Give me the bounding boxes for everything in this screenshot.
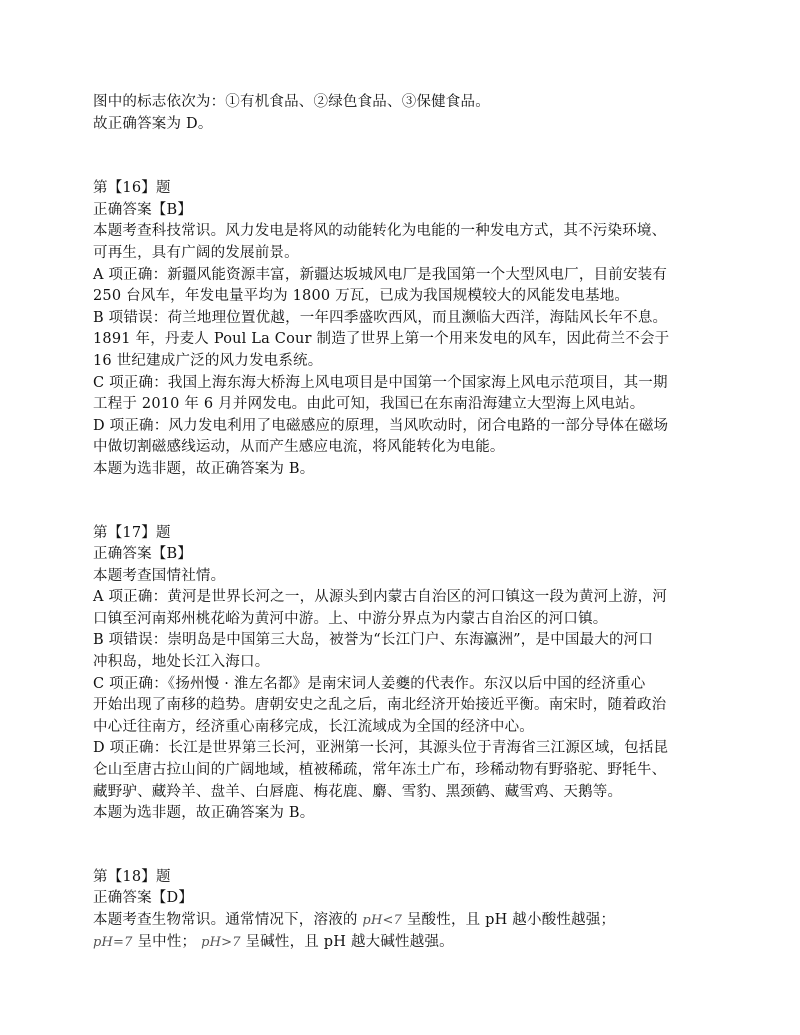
explanation-line: 本题考查科技常识。风力发电是将风的动能转化为电能的一种发电方式，其不污染环境、 (93, 223, 667, 240)
intro-line-2: 故正确答案为 D。 (93, 115, 213, 132)
ph-formula: pH=7 (93, 934, 133, 950)
explanation-line: B 项错误：荷兰地理位置优越，一年四季盛吹西风，而且濒临大西洋，海陆风长年不息。 (93, 309, 668, 326)
answer-label: 正确答案【B】 (93, 546, 193, 563)
explanation-line: 本题考查国情社情。 (93, 567, 226, 584)
explanation-line (93, 932, 713, 954)
explanation-line: 开始出现了南移的趋势。唐朝安史之乱之后，南北经济开始接近平衡。南宋时，随着政治 (93, 697, 667, 714)
explanation-line: 工程于 2010 年 6 月并网发电。由此可知，我国已在东南沿海建立大型海上风电站。 (93, 396, 645, 413)
explanation-line: 250 台风车，年发电量平均为 1800 万瓦，已成为我国规模较大的风能发电基地。 (93, 288, 630, 305)
explanation-line: D 项正确：风力发电利用了电磁感应的原理，当风吹动时，闭合电路的一部分导体在磁场 (93, 417, 669, 434)
answer-label: 正确答案【D】 (93, 890, 194, 907)
explanation-text: 呈酸性，且 pH 越小酸性越强； (406, 912, 616, 928)
explanation-line: 可再生，具有广阔的发展前景。 (93, 244, 299, 261)
explanation-line: B 项错误：崇明岛是中国第三大岛，被誉为“长江门户、东海瀛洲”，是中国最大的河口 (93, 632, 654, 649)
explanation-line (93, 910, 713, 932)
explanation-text: 本题考查生物常识。通常情况下，溶液的 (93, 912, 358, 928)
ph-formula: pH>7 (201, 934, 241, 950)
ph-formula: pH<7 (362, 913, 403, 928)
explanation-line: D 项正确：长江是世界第三长河，亚洲第一长河，其源头位于青海省三江源区域，包括昆 (93, 740, 669, 757)
explanation-line: 藏野驴、藏羚羊、盘羊、白唇鹿、梅花鹿、麝、雪豹、黑颈鹤、藏雪鸡、天鹅等。 (93, 783, 623, 800)
document-page (93, 92, 713, 953)
answer-label: 正确答案【B】 (93, 201, 193, 218)
question-16 (93, 178, 713, 480)
explanation-line: 16 世纪建成广泛的风力发电系统。 (93, 352, 323, 369)
explanation-line: 口镇至河南郑州桃花峪为黄河中游。上、中游分界点为内蒙古自治区的河口镇。 (93, 610, 608, 627)
intro-line-1: 图中的标志依次为：①有机食品、②绿色食品、③保健食品。 (93, 94, 490, 110)
explanation-line: 冲积岛，地处长江入海口。 (93, 654, 270, 671)
explanation-line: A 项正确：新疆风能资源丰富，新疆达坂城风电厂是我国第一个大型风电厂，目前安装有 (93, 266, 668, 283)
explanation-line: C 项正确：《扬州慢 · 淮左名都》是南宋词人姜夔的代表作。东汉以后中国的经济重心 (93, 675, 646, 692)
explanation-text: 呈碱性，且 pH 越大碱性越强。 (245, 933, 454, 950)
explanation-line: 中做切割磁感线运动，从而产生感应电流，将风能转化为电能。 (93, 439, 505, 456)
explanation-line: 中心迁往南方，经济重心南移完成，长江流域成为全国的经济中心。 (93, 718, 534, 735)
explanation-line: 仑山至唐古拉山间的广阔地域，植被稀疏，常年冻土广布，珍稀动物有野骆驼、野牦牛、 (93, 762, 667, 779)
explanation-line: C 项正确：我国上海东海大桥海上风电项目是中国第一个国家海上风电示范项目，其一期 (93, 374, 668, 391)
conclusion-line: 本题为选非题，故正确答案为 B。 (93, 805, 315, 822)
explanation-line: A 项正确：黄河是世界长河之一，从源头到内蒙古自治区的河口镇这一段为黄河上游，河 (93, 589, 668, 606)
question-heading: 第【18】题 (93, 868, 171, 885)
explanation-line: 1891 年，丹麦人 Poul La Cour 制造了世界上第一个用来发电的风车，因此荷兰不会于 (93, 331, 670, 348)
question-17 (93, 523, 713, 825)
question-heading: 第【16】题 (93, 180, 171, 197)
conclusion-line: 本题为选非题，故正确答案为 B。 (93, 460, 315, 477)
explanation-text: 呈中性； (137, 933, 197, 950)
question-18 (93, 867, 713, 953)
question-heading: 第【17】题 (93, 524, 171, 541)
